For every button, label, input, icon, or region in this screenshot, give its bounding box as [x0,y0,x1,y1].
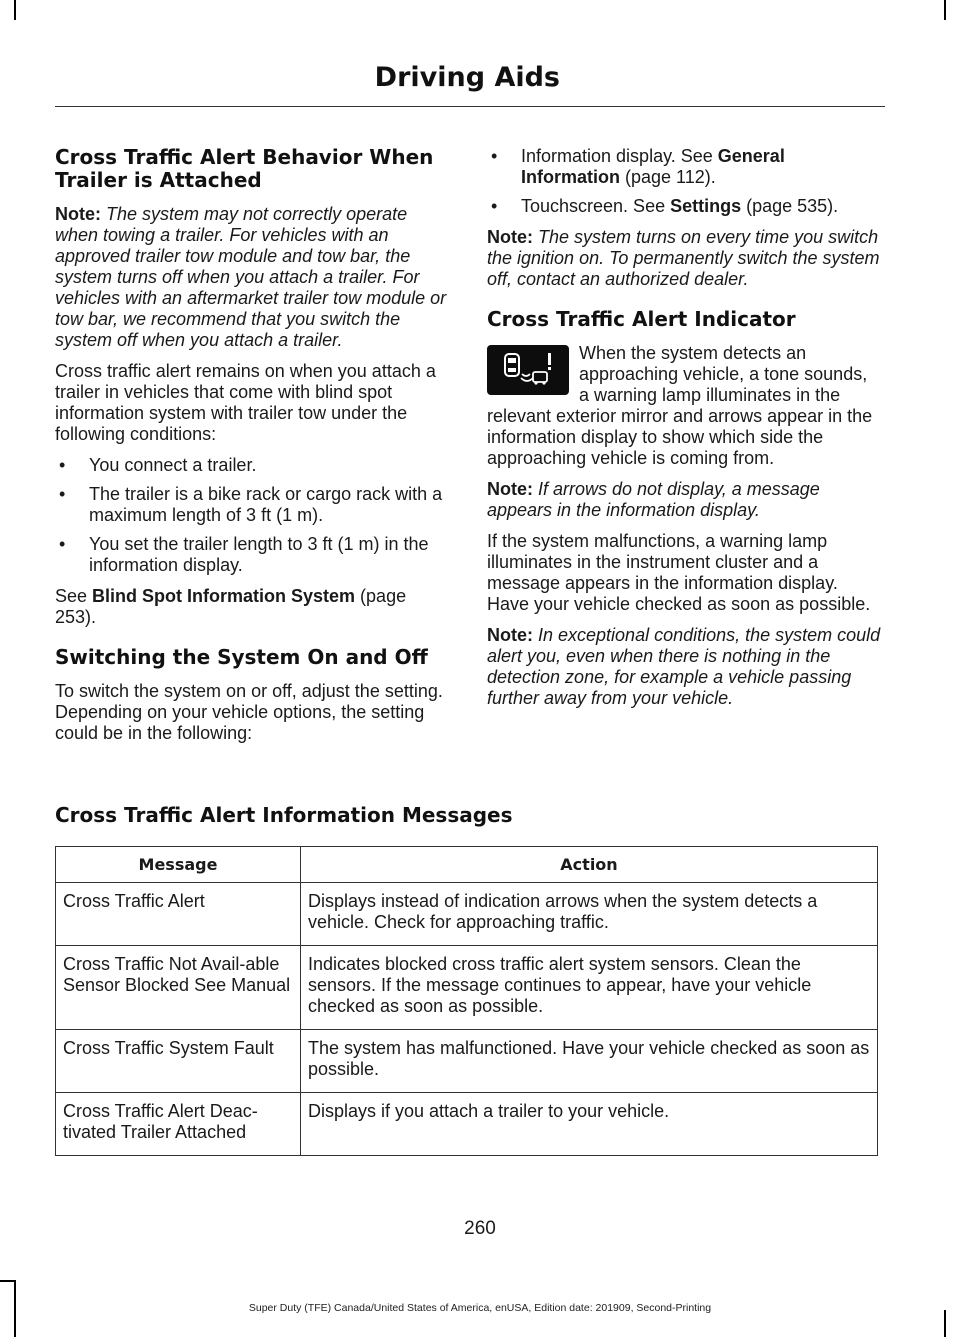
paragraph-malfunction: If the system malfunctions, a warning lamp illuminates in the instrument cluster and a message appears in the information display. Have your vehicle checked as soon as possible. [487,531,871,614]
bullet-prefix: Touchscreen. See [521,196,671,216]
note-text: In exceptional conditions, the system could alert you, even when there is nothing in the detection zone, for example a vehicle passing further away from your vehicle. [487,625,881,708]
indicator-block [487,343,882,479]
link-blind-spot[interactable]: Blind Spot Information System [92,586,356,606]
bullet-suffix: (page 535). [741,196,839,216]
list-item: • You set the trailer length to 3 ft (1 m) in the information display. [55,534,450,576]
see-reference [55,586,450,628]
table-row [56,883,878,946]
message-cell: Cross Traffic Alert [56,883,301,946]
bullet-prefix: Information display. See [521,146,718,166]
heading-indicator: Cross Traffic Alert Indicator [487,307,796,331]
note-arrows [487,479,882,521]
table-row [56,946,878,1030]
heading-switching: Switching the System On and Off [55,645,428,669]
link-settings[interactable]: Settings [670,196,742,216]
table-row [56,1030,878,1093]
note-label: Note: [487,227,533,247]
see-suffix: (page 253). [55,586,407,627]
note-trailer [55,204,450,351]
list-item: • You connect a trailer. [55,455,450,476]
right-column [487,146,882,719]
heading-trailer-behavior: Cross Traffic Alert Behavior When Trailer is Attached [55,145,434,192]
action-cell: Displays if you attach a trailer to your vehicle. [301,1093,878,1156]
table-row [56,1093,878,1156]
footer-edition: Super Duty (TFE) Canada/United States of America, enUSA, Edition date: 201909, Second-Printing [248,1302,712,1314]
paragraph-trailer-conditions: Cross traffic alert remains on when you attach a trailer in vehicles that come with blind spot information system with trailer tow under the following conditions: [55,361,436,444]
bullet-suffix: (page 112). [620,167,716,187]
list-item: • The trailer is a bike rack or cargo rack with a maximum length of 3 ft (1 m). [55,484,450,526]
note-label: Note: [487,625,533,645]
column-header-message: Message [56,847,301,883]
table-header-row [56,847,878,883]
crop-mark-bottom-right [944,1310,946,1337]
message-cell: Cross Traffic Not Avail-able Sensor Blocked See Manual [56,946,301,1030]
message-cell: Cross Traffic Alert Deac-tivated Trailer Attached [56,1093,301,1156]
action-cell: Displays instead of indication arrows when the system detects a vehicle. Check for approaching traffic. [301,883,878,946]
note-label: Note: [55,204,101,224]
see-prefix: See [55,586,93,606]
heading-messages-table: Cross Traffic Alert Information Messages [55,803,513,827]
messages-table [55,846,878,1156]
left-column [55,146,450,754]
page-number: 260 [464,1218,496,1239]
header-divider [55,106,885,107]
crop-mark-bottom-left-h [0,1280,16,1282]
list-item [487,146,882,188]
paragraph-switching: To switch the system on or off, adjust the setting. Depending on your vehicle options, the setting could be in the following: [55,681,443,743]
list-item [487,196,882,217]
note-text: The system may not correctly operate when towing a trailer. For vehicles with an approved trailer tow module and tow bar, the system turns off when you attach a trailer. For vehicles with an aftermarket trailer tow module or tow bar, we recommend that you switch the system off when you attach a trailer. [55,204,447,350]
note-ignition [487,227,882,290]
conditions-list [55,455,450,576]
crop-mark-top-right [944,0,946,20]
note-text: The system turns on every time you switch the ignition on. To permanently switch the system off, contact an authorized dealer. [487,227,880,289]
action-cell: The system has malfunctioned. Have your vehicle checked as soon as possible. [301,1030,878,1093]
action-cell: Indicates blocked cross traffic alert system sensors. Clean the sensors. If the message continues to appear, have your vehicle checked as soon as possible. [301,946,878,1030]
note-label: Note: [487,479,533,499]
page-title: Driving Aids [374,62,560,93]
crop-mark-top-left [14,0,16,20]
column-header-action: Action [301,847,878,883]
message-cell: Cross Traffic System Fault [56,1030,301,1093]
note-text: If arrows do not display, a message appears in the information display. [487,479,820,520]
settings-location-list [487,146,882,217]
link-general-information[interactable]: General Information [521,146,785,187]
cross-traffic-alert-warning-icon [487,345,569,395]
note-exceptional [487,625,882,709]
paragraph-indicator: When the system detects an approaching vehicle, a tone sounds, a warning lamp illuminates in the relevant exterior mirror and arrows appear in the information display to show which side the approaching vehicle is coming from. [487,343,873,468]
